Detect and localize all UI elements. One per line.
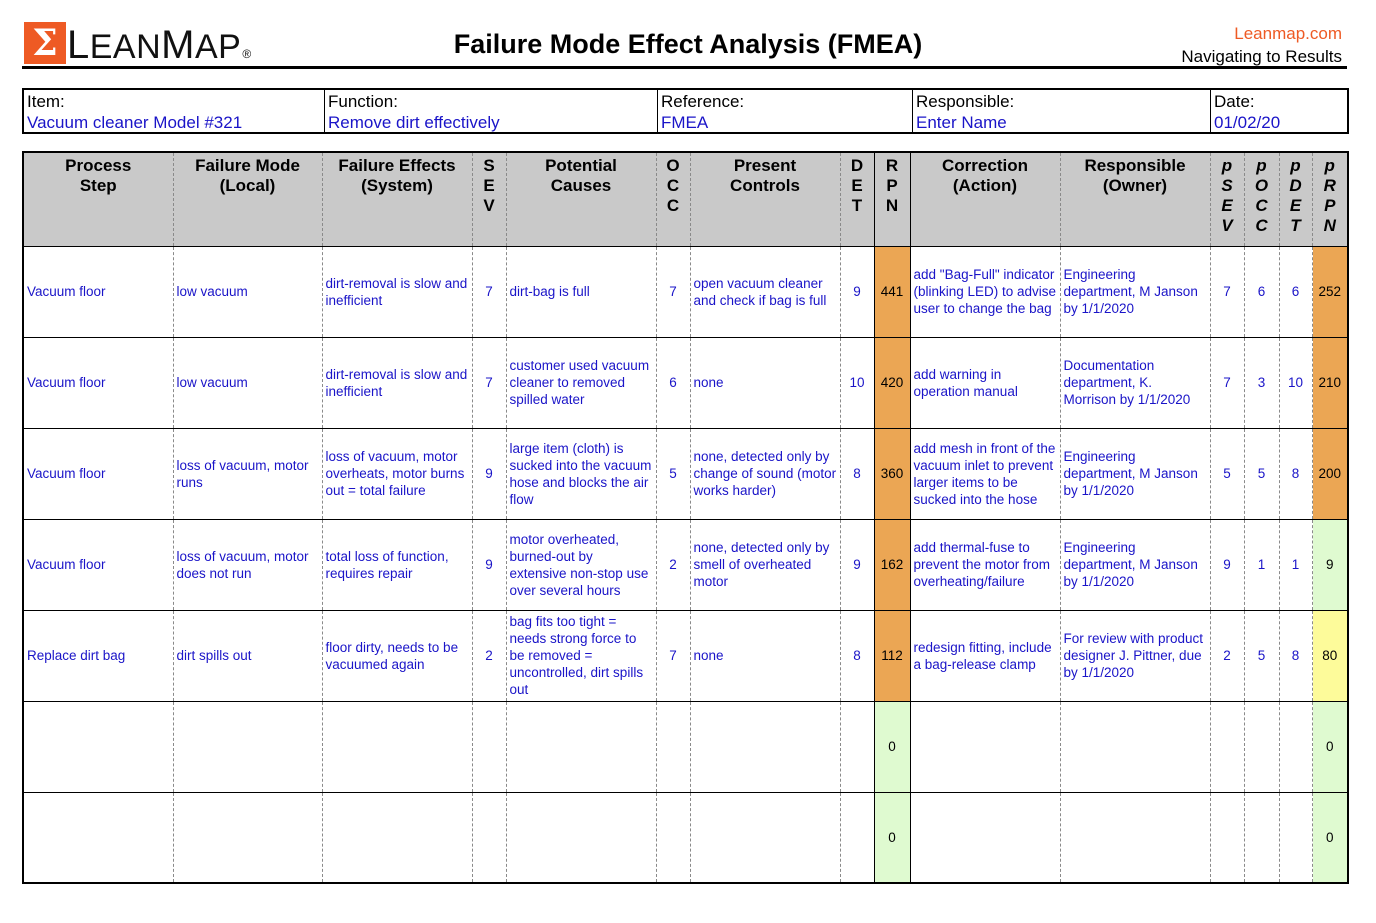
col-header-line: Causes (550, 176, 612, 195)
sev-cell[interactable]: 2 (472, 610, 506, 701)
failure-mode-cell[interactable]: dirt spills out (173, 610, 322, 701)
col-header-line: Process (65, 156, 132, 175)
det-cell[interactable]: 9 (840, 246, 874, 337)
table-row (23, 792, 1348, 883)
rpn-cell[interactable]: 441 (874, 246, 910, 337)
failure-effects-cell[interactable] (322, 792, 472, 883)
site-link[interactable]: Leanmap.com (1234, 24, 1342, 43)
pocc-cell[interactable] (1244, 701, 1279, 792)
table-row (23, 610, 1348, 701)
info-date (1210, 90, 1347, 132)
info-reference-label: Reference: (661, 92, 745, 111)
info-function-label: Function: (328, 92, 398, 111)
potential-causes-cell[interactable] (506, 701, 656, 792)
table-header (23, 152, 1348, 246)
process-step-cell[interactable]: Vacuum floor (23, 519, 173, 610)
present-controls-cell[interactable] (690, 701, 840, 792)
col-header-line: C (666, 196, 680, 215)
rpn-cell[interactable]: 0 (874, 701, 910, 792)
failure-mode-cell[interactable] (173, 701, 322, 792)
det-cell[interactable]: 8 (840, 610, 874, 701)
occ-cell[interactable]: 2 (656, 519, 690, 610)
present-controls-cell[interactable]: open vacuum cleaner and check if bag is full (690, 246, 840, 337)
potential-causes-cell[interactable]: motor overheated, burned-out by extensive non-stop use over several hours (506, 519, 656, 610)
psev-cell[interactable]: 5 (1210, 428, 1244, 519)
prpn-cell[interactable]: 252 (1312, 246, 1348, 337)
table-row (23, 337, 1348, 428)
potential-causes-cell[interactable]: bag fits too tight = needs strong force to be removed = uncontrolled, dirt spills out (506, 610, 656, 701)
info-function (324, 90, 657, 132)
col-header-line: D (1289, 176, 1302, 195)
info-item-value[interactable]: Vacuum cleaner Model #321 (27, 113, 243, 132)
col-header-line: T (1290, 216, 1301, 235)
sigma-logo-icon: Σ (24, 22, 66, 64)
pocc-cell[interactable]: 5 (1244, 610, 1279, 701)
rpn-cell[interactable]: 420 (874, 337, 910, 428)
present-controls-cell[interactable] (690, 792, 840, 883)
rpn-cell[interactable]: 360 (874, 428, 910, 519)
col-header-line: Controls (730, 176, 800, 195)
det-cell[interactable] (840, 792, 874, 883)
col-header-failure-effects (322, 152, 472, 246)
prpn-cell[interactable]: 200 (1312, 428, 1348, 519)
col-header-line: (Local) (219, 176, 276, 195)
col-header-line: Failure Mode (195, 156, 300, 175)
process-step-cell[interactable]: Replace dirt bag (23, 610, 173, 701)
col-header-line: N (885, 196, 899, 215)
col-header-line: (Action) (952, 176, 1018, 195)
col-header-line: p (1290, 156, 1301, 175)
pdet-cell[interactable]: 8 (1279, 428, 1312, 519)
pdet-cell[interactable] (1279, 792, 1312, 883)
col-header-line: O (666, 156, 680, 175)
correction-cell[interactable]: add mesh in front of the vacuum inlet to prevent larger items to be sucked into the hose (910, 428, 1060, 519)
rpn-cell[interactable]: 0 (874, 792, 910, 883)
col-header-pdet (1279, 152, 1312, 246)
pocc-cell[interactable]: 3 (1244, 337, 1279, 428)
col-header-occ (656, 152, 690, 246)
col-header-line: Potential (545, 156, 617, 175)
pocc-cell[interactable]: 5 (1244, 428, 1279, 519)
correction-cell[interactable]: redesign fitting, include a bag-release clamp (910, 610, 1060, 701)
col-header-potential-causes (506, 152, 656, 246)
info-responsible-value[interactable]: Enter Name (916, 113, 1007, 132)
correction-cell[interactable] (910, 792, 1060, 883)
rpn-cell[interactable]: 112 (874, 610, 910, 701)
col-header-line: p (1256, 156, 1267, 175)
col-header-line: E (851, 176, 863, 195)
failure-effects-cell[interactable]: dirt-removal is slow and inefficient (322, 246, 472, 337)
col-header-line: Failure Effects (338, 156, 456, 175)
responsible-owner-cell[interactable] (1060, 701, 1210, 792)
psev-cell[interactable] (1210, 792, 1244, 883)
occ-cell[interactable] (656, 792, 690, 883)
det-cell[interactable]: 10 (840, 337, 874, 428)
col-header-line: E (483, 176, 495, 195)
col-header-line: (System) (361, 176, 433, 195)
process-step-cell[interactable] (23, 701, 173, 792)
failure-effects-cell[interactable]: floor dirty, needs to be vacuumed again (322, 610, 472, 701)
info-reference-value[interactable]: FMEA (661, 113, 709, 132)
logo-wordmark: LEANMAP® (67, 23, 252, 67)
col-header-line: Correction (942, 156, 1028, 175)
table-row (23, 701, 1348, 792)
pocc-cell[interactable]: 1 (1244, 519, 1279, 610)
occ-cell[interactable]: 6 (656, 337, 690, 428)
prpn-cell[interactable]: 0 (1312, 792, 1348, 883)
failure-effects-cell[interactable]: total loss of function, requires repair (322, 519, 472, 610)
col-header-line: V (1221, 216, 1233, 235)
col-header-rpn (874, 152, 910, 246)
col-header-responsible-owner (1060, 152, 1210, 246)
col-header-failure-mode (173, 152, 322, 246)
col-header-line: E (1221, 196, 1233, 215)
potential-causes-cell[interactable]: large item (cloth) is sucked into the vacuum hose and blocks the air flow (506, 428, 656, 519)
sev-cell[interactable] (472, 701, 506, 792)
correction-cell[interactable]: add warning in operation manual (910, 337, 1060, 428)
prpn-cell[interactable]: 0 (1312, 701, 1348, 792)
header-divider (22, 66, 1347, 69)
prpn-cell[interactable]: 210 (1312, 337, 1348, 428)
rpn-cell[interactable]: 162 (874, 519, 910, 610)
col-header-line: C (1255, 196, 1268, 215)
col-header-line: C (666, 176, 680, 195)
pdet-cell[interactable]: 1 (1279, 519, 1312, 610)
process-step-cell[interactable]: Vacuum floor (23, 337, 173, 428)
col-header-line: P (1324, 196, 1336, 215)
pdet-cell[interactable]: 6 (1279, 246, 1312, 337)
col-header-line: Present (733, 156, 797, 175)
info-responsible (912, 90, 1210, 132)
col-header-line: p (1324, 156, 1335, 175)
fmea-table (22, 151, 1349, 884)
pdet-cell[interactable]: 10 (1279, 337, 1312, 428)
pdet-cell[interactable] (1279, 701, 1312, 792)
col-header-line: S (1221, 176, 1233, 195)
sev-cell[interactable]: 7 (472, 246, 506, 337)
occ-cell[interactable]: 7 (656, 246, 690, 337)
det-cell[interactable]: 8 (840, 428, 874, 519)
col-header-line: P (886, 176, 898, 195)
info-item (24, 90, 324, 132)
col-header-line: C (1255, 216, 1268, 235)
sev-cell[interactable]: 7 (472, 337, 506, 428)
col-header-line: R (1323, 176, 1336, 195)
psev-cell[interactable]: 2 (1210, 610, 1244, 701)
correction-cell[interactable]: add thermal-fuse to prevent the motor from overheating/failure (910, 519, 1060, 610)
table-body (23, 246, 1348, 883)
col-header-correction (910, 152, 1060, 246)
table-row (23, 246, 1348, 337)
failure-mode-cell[interactable]: loss of vacuum, motor does not run (173, 519, 322, 610)
info-item-label: Item: (27, 92, 65, 111)
failure-effects-cell[interactable] (322, 701, 472, 792)
col-header-line: S (483, 156, 495, 175)
col-header-line: Responsible (1084, 156, 1186, 175)
psev-cell[interactable]: 9 (1210, 519, 1244, 610)
col-header-present-controls (690, 152, 840, 246)
occ-cell[interactable]: 5 (656, 428, 690, 519)
psev-cell[interactable]: 7 (1210, 246, 1244, 337)
responsible-owner-cell[interactable]: For review with product designer J. Pittner, due by 1/1/2020 (1060, 610, 1210, 701)
potential-causes-cell[interactable]: customer used vacuum cleaner to removed spilled water (506, 337, 656, 428)
correction-cell[interactable] (910, 701, 1060, 792)
potential-causes-cell[interactable]: dirt-bag is full (506, 246, 656, 337)
sev-cell[interactable]: 9 (472, 519, 506, 610)
failure-mode-cell[interactable] (173, 792, 322, 883)
det-cell[interactable]: 9 (840, 519, 874, 610)
process-step-cell[interactable]: Vacuum floor (23, 428, 173, 519)
col-header-line: O (1254, 176, 1269, 195)
present-controls-cell[interactable]: none, detected only by change of sound (motor works harder) (690, 428, 840, 519)
page-title: Failure Mode Effect Analysis (FMEA) (453, 29, 923, 59)
col-header-line: p (1221, 156, 1233, 175)
occ-cell[interactable]: 7 (656, 610, 690, 701)
col-header-line: (Owner) (1102, 176, 1168, 195)
info-function-value[interactable]: Remove dirt effectively (328, 113, 500, 132)
col-header-det (840, 152, 874, 246)
info-date-value[interactable]: 01/02/20 (1214, 113, 1281, 132)
col-header-line: T (851, 196, 863, 215)
pocc-cell[interactable]: 6 (1244, 246, 1279, 337)
responsible-owner-cell[interactable]: Engineering department, M Janson by 1/1/2020 (1060, 519, 1210, 610)
failure-effects-cell[interactable]: loss of vacuum, motor overheats, motor burns out = total failure (322, 428, 472, 519)
prpn-cell[interactable]: 9 (1312, 519, 1348, 610)
tagline: Navigating to Results (1181, 47, 1342, 66)
table-row (23, 428, 1348, 519)
pocc-cell[interactable] (1244, 792, 1279, 883)
process-step-cell[interactable] (23, 792, 173, 883)
table-row (23, 519, 1348, 610)
failure-mode-cell[interactable]: loss of vacuum, motor runs (173, 428, 322, 519)
col-header-sev (472, 152, 506, 246)
pdet-cell[interactable]: 8 (1279, 610, 1312, 701)
col-header-line: E (1289, 196, 1302, 215)
present-controls-cell[interactable]: none (690, 337, 840, 428)
responsible-owner-cell[interactable] (1060, 792, 1210, 883)
failure-mode-cell[interactable]: low vacuum (173, 246, 322, 337)
det-cell[interactable] (840, 701, 874, 792)
psev-cell[interactable]: 7 (1210, 337, 1244, 428)
info-reference (657, 90, 912, 132)
responsible-owner-cell[interactable]: Engineering department, M Janson by 1/1/2020 (1060, 428, 1210, 519)
sev-cell[interactable]: 9 (472, 428, 506, 519)
info-bar (22, 88, 1349, 134)
info-responsible-label: Responsible: (916, 92, 1015, 111)
present-controls-cell[interactable]: none (690, 610, 840, 701)
col-header-line: R (885, 156, 899, 175)
col-header-line: Step (79, 176, 117, 195)
col-header-process-step (23, 152, 173, 246)
col-header-pocc (1244, 152, 1279, 246)
info-date-label: Date: (1214, 92, 1255, 111)
prpn-cell[interactable]: 80 (1312, 610, 1348, 701)
process-step-cell[interactable]: Vacuum floor (23, 246, 173, 337)
psev-cell[interactable] (1210, 701, 1244, 792)
col-header-prpn (1312, 152, 1348, 246)
failure-effects-cell[interactable]: dirt-removal is slow and inefficient (322, 337, 472, 428)
correction-cell[interactable]: add "Bag-Full" indicator (blinking LED) to advise user to change the bag (910, 246, 1060, 337)
responsible-owner-cell[interactable]: Documentation department, K. Morrison by 1/1/2020 (1060, 337, 1210, 428)
present-controls-cell[interactable]: none, detected only by smell of overheated motor (690, 519, 840, 610)
col-header-psev (1210, 152, 1244, 246)
col-header-line: D (850, 156, 864, 175)
col-header-line: N (1323, 216, 1336, 235)
responsible-owner-cell[interactable]: Engineering department, M Janson by 1/1/2020 (1060, 246, 1210, 337)
failure-mode-cell[interactable]: low vacuum (173, 337, 322, 428)
col-header-line: V (483, 196, 495, 215)
potential-causes-cell[interactable] (506, 792, 656, 883)
sev-cell[interactable] (472, 792, 506, 883)
occ-cell[interactable] (656, 701, 690, 792)
